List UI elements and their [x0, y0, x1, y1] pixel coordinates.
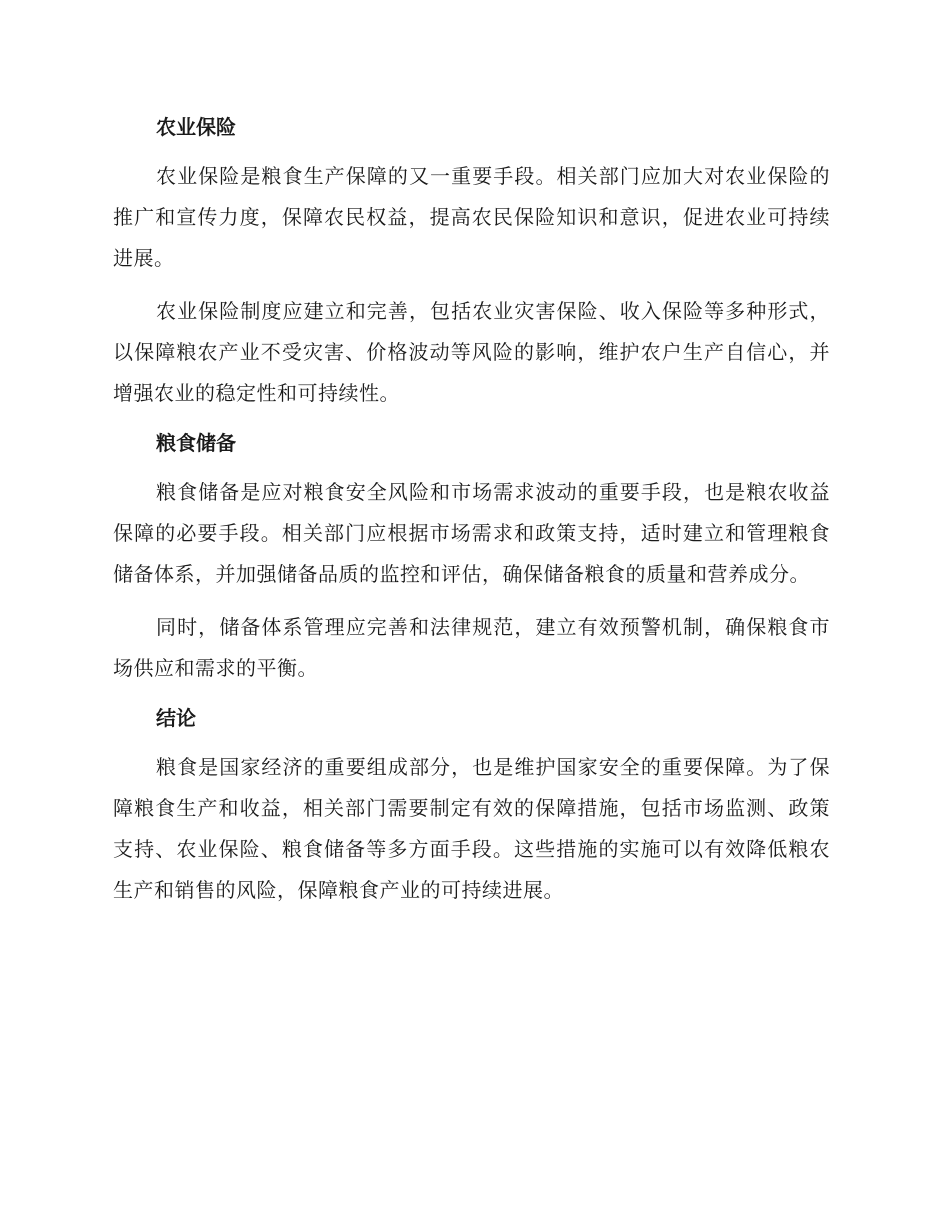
- paragraph: 粮食储备是应对粮食安全风险和市场需求波动的重要手段，也是粮农收益保障的必要手段。相关部门应根据市场需求和政策支持，适时建立和管理粮食储备体系，并加强储备品质的监控和评估，确保储备粮食的质量和营养成分。: [113, 480, 830, 586]
- paragraph: 粮食是国家经济的重要组成部分，也是维护国家安全的重要保障。为了保障粮食生产和收益，相关部门需要制定有效的保障措施，包括市场监测、政策支持、农业保险、粮食储备等多方面手段。这些措施的实施可以有效降低粮农生产和销售的风险，保障粮食产业的可持续进展。: [113, 755, 830, 902]
- section-heading: 粮食储备: [156, 431, 236, 455]
- section-conclusion: [113, 701, 830, 911]
- paragraph: 农业保险是粮食生产保障的又一重要手段。相关部门应加大对农业保险的推广和宣传力度，保障农民权益，提高农民保险知识和意识，促进农业可持续进展。: [113, 164, 830, 270]
- paragraph: 农业保险制度应建立和完善，包括农业灾害保险、收入保险等多种形式，以保障粮农产业不受灾害、价格波动等风险的影响，维护农户生产自信心，并增强农业的稳定性和可持续性。: [113, 299, 830, 405]
- paragraph: 同时，储备体系管理应完善和法律规范，建立有效预警机制，确保粮食市场供应和需求的平衡。: [113, 615, 830, 680]
- section-grain-reserve: [113, 426, 830, 689]
- section-agricultural-insurance: [113, 110, 830, 414]
- section-heading: 农业保险: [156, 115, 236, 139]
- section-heading: 结论: [156, 706, 196, 730]
